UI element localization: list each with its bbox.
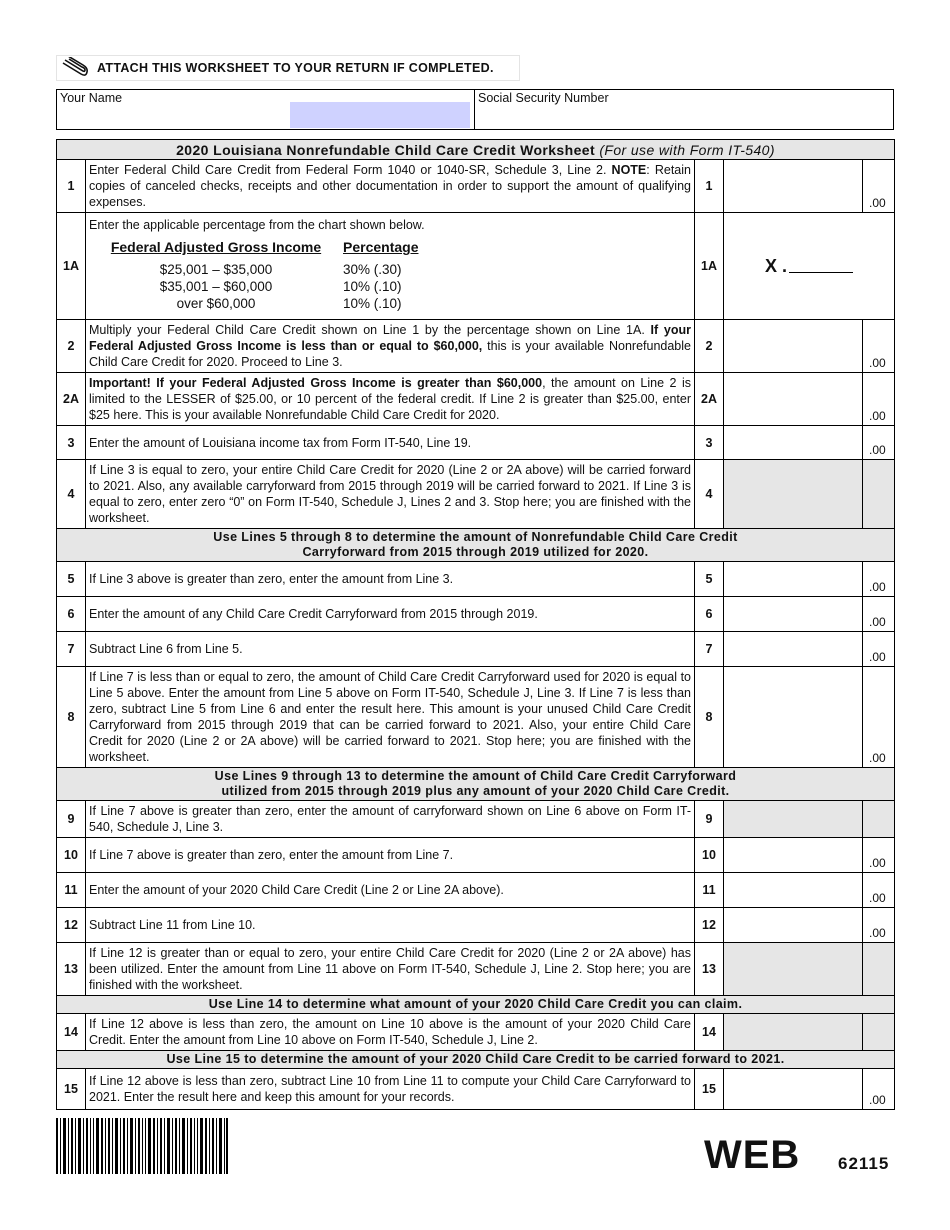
line-description: [86, 213, 695, 320]
line-number: 5: [57, 562, 86, 597]
cents-label: .00: [863, 426, 895, 460]
line-3-input[interactable]: [724, 435, 862, 450]
line-4-row: [57, 460, 895, 529]
line-6-row: [57, 597, 895, 632]
cents-label: .00: [863, 597, 895, 632]
line-ref: 3: [695, 426, 724, 460]
section-heading-text: Use Line 15 to determine the amount of your 2020 Child Care Credit to be carried forward to 2021.: [57, 1051, 895, 1069]
cents-label: .00: [863, 562, 895, 597]
line-1a-intro: Enter the applicable percentage from the chart shown below.: [89, 218, 425, 232]
line-ref: 14: [695, 1014, 724, 1051]
web-label: WEB: [704, 1133, 801, 1177]
agi-range: over $60,000: [176, 296, 256, 311]
line-12-input[interactable]: [724, 918, 862, 933]
worksheet-title-text: 2020 Louisiana Nonrefundable Child Care Credit Worksheet: [176, 141, 596, 158]
agi-range: $35,001 – $60,000: [159, 279, 273, 294]
paperclip-icon: [59, 57, 89, 79]
chart-row: [89, 278, 691, 295]
line-2a-bold: Important! If your Federal Adjusted Gross Income is greater than $60,000: [89, 376, 543, 390]
line-13-row: [57, 943, 895, 996]
line-number: 4: [57, 460, 86, 529]
line-description: If Line 3 is equal to zero, your entire Child Care Credit for 2020 (Line 2 or 2A above) will be carried forward to 2021. Also, any available carryforward from 2015 through 2019 will be carried forward to 2021. If Line 3 is equal to zero, enter zero “0” on Form IT-540, Schedule J, Lines 2 and 3. Stop here; you are finished with the worksheet.: [86, 460, 695, 529]
line-6-amount[interactable]: [724, 597, 863, 632]
line-11-row: [57, 873, 895, 908]
your-name-label: Your Name: [60, 91, 123, 105]
line-10-input[interactable]: [724, 848, 862, 863]
section-heading-4: [57, 1051, 895, 1069]
line-1-amount[interactable]: [724, 160, 863, 213]
line-ref: 13: [695, 943, 724, 996]
percentage-chart: [89, 239, 691, 312]
chart-header: [89, 239, 691, 255]
line-ref: 6: [695, 597, 724, 632]
ssn-label: Social Security Number: [478, 91, 609, 105]
chart-row: [89, 295, 691, 312]
section-1-line-a: Use Lines 5 through 8 to determine the amount of Nonrefundable Child Care Credit: [213, 530, 738, 544]
line-2-amount[interactable]: [724, 320, 863, 373]
cents-label: .00: [863, 160, 895, 213]
line-ref: 10: [695, 838, 724, 873]
cents-label: .00: [863, 320, 895, 373]
line-description: [86, 320, 695, 373]
cents-label: .00: [863, 667, 895, 768]
line-13-shaded-cents: [863, 943, 895, 996]
line-description: If Line 12 above is less than zero, subtract Line 10 from Line 11 to compute your Child Care Carryforward to 2021. Enter the result here and keep this amount for your records.: [86, 1069, 695, 1110]
line-description: Subtract Line 11 from Line 10.: [86, 908, 695, 943]
line-number: 10: [57, 838, 86, 873]
line-15-amount[interactable]: [724, 1069, 863, 1110]
section-1-line-b: Carryforward from 2015 through 2019 utilized for 2020.: [302, 545, 649, 559]
cents-label: .00: [863, 373, 895, 426]
attach-notice: [56, 55, 520, 81]
chart-row: [89, 261, 691, 278]
line-15-input[interactable]: [724, 1082, 862, 1097]
section-2-line-b: utilized from 2015 through 2019 plus any amount of your 2020 Child Care Credit.: [221, 784, 730, 798]
line-6-input[interactable]: [724, 607, 862, 622]
line-ref: 4: [695, 460, 724, 529]
attach-text: ATTACH THIS WORKSHEET TO YOUR RETURN IF COMPLETED.: [97, 61, 494, 75]
line-description: If Line 12 above is less than zero, the amount on Line 10 above is the amount of your 2020 Child Care Credit. Enter the amount from Line 10 above on Form IT-540, Schedule J, Line 2.: [86, 1014, 695, 1051]
line-2a-row: [57, 373, 895, 426]
line-number: 9: [57, 801, 86, 838]
line-7-amount[interactable]: [724, 632, 863, 667]
line-ref: 2A: [695, 373, 724, 426]
line-1-input[interactable]: [724, 179, 862, 194]
line-description: If Line 7 above is greater than zero, enter the amount from Line 7.: [86, 838, 695, 873]
cents-label: .00: [863, 838, 895, 873]
line-description: If Line 7 is less than or equal to zero, the amount of Child Care Credit Carryforward used for 2020 is equal to Line 5 above. Enter the amount from Line 5 above on Form IT-540, Schedule J, Line 3. If Line 7 is less than zero, subtract Line 5 from Line 6 and enter the result here. This amount is your unused Child Care Credit Carryforward from 2015 through 2019 that can be carried forward to 2021. Also, your entire Child Care Credit for 2020 (Line 2 or 2A above) will be carried forward to 2021. Stop here; you are finished with the worksheet.: [86, 667, 695, 768]
ssn-cell: [475, 90, 893, 129]
line-number: 1A: [57, 213, 86, 320]
line-ref: 2: [695, 320, 724, 373]
line-4-shaded-cents: [863, 460, 895, 529]
line-15-row: [57, 1069, 895, 1110]
line-number: 2: [57, 320, 86, 373]
line-5-amount[interactable]: [724, 562, 863, 597]
line-2a-input[interactable]: [724, 392, 862, 407]
line-number: 2A: [57, 373, 86, 426]
section-heading-text: Use Line 14 to determine what amount of your 2020 Child Care Credit you can claim.: [57, 996, 895, 1014]
line-9-shaded: [724, 801, 863, 838]
cents-label: .00: [863, 1069, 895, 1110]
line-3-row: [57, 426, 895, 460]
section-2-line-a: Use Lines 9 through 13 to determine the amount of Child Care Credit Carryforward: [214, 769, 737, 783]
percentage-blank[interactable]: [789, 259, 853, 273]
line-5-row: [57, 562, 895, 597]
worksheet-table: [56, 139, 895, 1110]
line-number: 1: [57, 160, 86, 213]
barcode: [56, 1118, 228, 1174]
line-description: If Line 12 is greater than or equal to zero, your entire Child Care Credit for 2020 (Line 2 or 2A above) has been utilized. Enter the amount from Line 11 above on Form IT-540, Schedule J, Line 2. Stop here; you are finished with the worksheet.: [86, 943, 695, 996]
cents-label: .00: [863, 908, 895, 943]
line-13-shaded: [724, 943, 863, 996]
line-description: [86, 160, 695, 213]
line-8-input[interactable]: [724, 710, 862, 725]
section-heading-text: [57, 768, 895, 801]
line-number: 13: [57, 943, 86, 996]
agi-range: $25,001 – $35,000: [159, 262, 273, 277]
line-ref: 5: [695, 562, 724, 597]
line-ref: 1A: [695, 213, 724, 320]
line-1-text-a: Enter Federal Child Care Credit from Federal Form 1040 or 1040-SR, Schedule 3, Line 2.: [89, 163, 612, 177]
line-14-shaded: [724, 1014, 863, 1051]
line-12-amount[interactable]: [724, 908, 863, 943]
percentage-entry[interactable]: [724, 256, 894, 277]
line-ref: 1: [695, 160, 724, 213]
line-number: 11: [57, 873, 86, 908]
worksheet-title-row: [57, 140, 895, 160]
line-2a-amount[interactable]: [724, 373, 863, 426]
line-7-row: [57, 632, 895, 667]
worksheet-subtitle: (For use with Form IT-540): [599, 141, 775, 158]
line-description: Subtract Line 6 from Line 5.: [86, 632, 695, 667]
line-1a-row: [57, 213, 895, 320]
percentage-value: 10% (.10): [343, 279, 402, 294]
multiplier-label: X .: [765, 255, 788, 276]
percentage-value: 30% (.30): [343, 262, 402, 277]
section-heading-3: [57, 996, 895, 1014]
line-ref: 11: [695, 873, 724, 908]
line-14-shaded-cents: [863, 1014, 895, 1051]
your-name-input[interactable]: [290, 102, 470, 128]
line-2-row: [57, 320, 895, 373]
line-number: 12: [57, 908, 86, 943]
line-1-text-b: : Retain copies of canceled checks, receipts and other documentation in order to support the amount of qualifying expenses.: [89, 163, 691, 209]
line-5-input[interactable]: [724, 572, 862, 587]
line-11-input[interactable]: [724, 883, 862, 898]
line-ref: 9: [695, 801, 724, 838]
line-description: [86, 373, 695, 426]
line-1-row: [57, 160, 895, 213]
section-heading-text: [57, 529, 895, 562]
section-heading-1: [57, 529, 895, 562]
line-8-amount[interactable]: [724, 667, 863, 768]
line-2a-text: , the amount on Line 2 is limited to the LESSER of $25.00, or 10 percent of the federal credit. If Line 2 is greater than $25.00, enter $25 here. This is your available Nonrefundable Child Care Credit for 2020.: [89, 376, 691, 422]
section-heading-2: [57, 768, 895, 801]
line-1a-percentage[interactable]: [724, 213, 895, 320]
your-name-cell: [57, 90, 475, 129]
line-8-row: [57, 667, 895, 768]
line-14-row: [57, 1014, 895, 1051]
line-number: 8: [57, 667, 86, 768]
cents-label: .00: [863, 873, 895, 908]
agi-header: Federal Adjusted Gross Income: [110, 239, 322, 255]
line-number: 3: [57, 426, 86, 460]
ssn-input[interactable]: [477, 104, 891, 128]
taxpayer-info: [56, 89, 894, 130]
line-description: Enter the amount of any Child Care Credit Carryforward from 2015 through 2019.: [86, 597, 695, 632]
form-number: 62115: [838, 1154, 890, 1173]
line-description: If Line 3 above is greater than zero, enter the amount from Line 3.: [86, 562, 695, 597]
line-number: 7: [57, 632, 86, 667]
line-ref: 15: [695, 1069, 724, 1110]
line-2-input[interactable]: [724, 339, 862, 354]
line-number: 14: [57, 1014, 86, 1051]
line-description: If Line 7 above is greater than zero, enter the amount of carryforward shown on Line 6 above on Form IT-540, Schedule J, Line 3.: [86, 801, 695, 838]
cents-label: .00: [863, 632, 895, 667]
worksheet-title: [57, 140, 895, 160]
line-number: 6: [57, 597, 86, 632]
line-12-row: [57, 908, 895, 943]
line-7-input[interactable]: [724, 642, 862, 657]
line-10-amount[interactable]: [724, 838, 863, 873]
line-description: Enter the amount of your 2020 Child Care Credit (Line 2 or Line 2A above).: [86, 873, 695, 908]
line-9-shaded-cents: [863, 801, 895, 838]
line-2-bold: If your Federal Adjusted Gross Income is less than or equal to $60,000,: [89, 323, 691, 353]
line-ref: 8: [695, 667, 724, 768]
line-ref: 7: [695, 632, 724, 667]
line-description: Enter the amount of Louisiana income tax from Form IT-540, Line 19.: [86, 426, 695, 460]
line-ref: 12: [695, 908, 724, 943]
line-2-text-a: Multiply your Federal Child Care Credit shown on Line 1 by the percentage shown on Line 1A.: [89, 323, 651, 337]
line-number: 15: [57, 1069, 86, 1110]
line-11-amount[interactable]: [724, 873, 863, 908]
line-1-note-label: NOTE: [611, 163, 647, 177]
line-10-row: [57, 838, 895, 873]
percentage-value: 10% (.10): [343, 296, 402, 311]
percentage-header: Percentage: [343, 239, 419, 255]
line-9-row: [57, 801, 895, 838]
line-4-shaded: [724, 460, 863, 529]
line-2-text-b: this is your available Nonrefundable Child Care Credit for 2020. Proceed to Line 3.: [89, 339, 691, 369]
line-3-amount[interactable]: [724, 426, 863, 460]
